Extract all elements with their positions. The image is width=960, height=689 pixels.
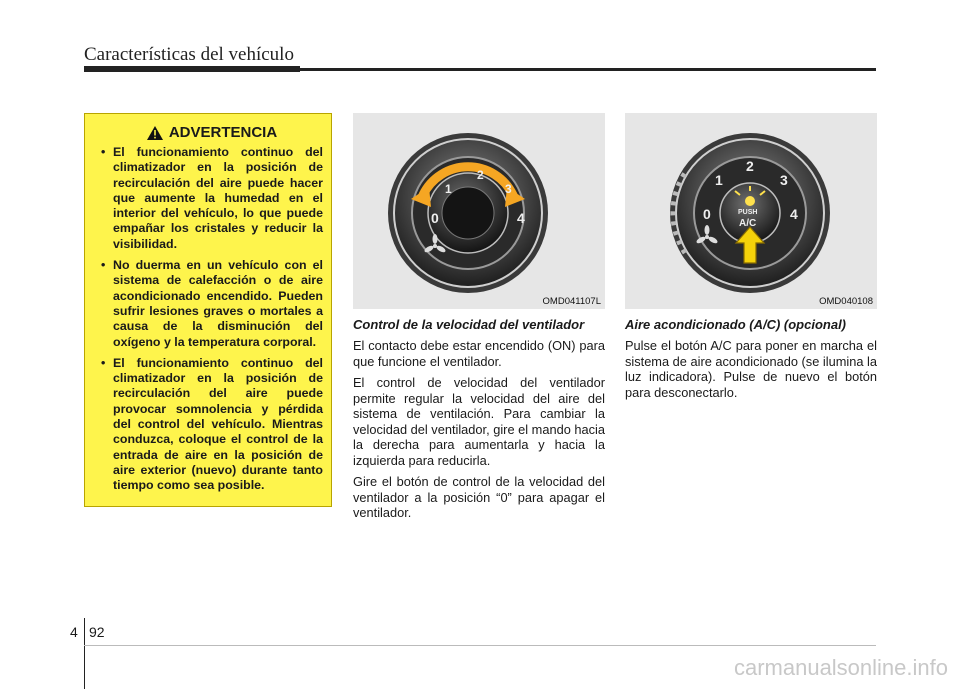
page-number: 92 bbox=[89, 624, 105, 640]
paragraph: Gire el botón de control de la velocidad del ventilador a la posición “0” para apagar el ventilador. bbox=[353, 474, 605, 520]
fan-label-1: 1 bbox=[445, 182, 452, 196]
ac-label-4: 4 bbox=[790, 206, 798, 222]
figure-code: OMD040108 bbox=[819, 296, 873, 307]
fan-label-4: 4 bbox=[517, 210, 525, 226]
page-section-number: 4 bbox=[70, 624, 78, 640]
warning-box bbox=[84, 113, 332, 507]
warning-triangle-icon bbox=[147, 126, 163, 140]
ac-label-0: 0 bbox=[703, 206, 711, 222]
ac-push-label: PUSH bbox=[738, 209, 758, 216]
watermark: carmanualsonline.info bbox=[733, 655, 948, 680]
fan-label-0: 0 bbox=[431, 210, 439, 226]
warning-item: • El funcionamiento continuo del climatizador en la posición de recirculación del aire puede hacer que aumente la humedad en el interior del vehículo, lo que puede empañar los cristales y reducir la visibilidad. bbox=[95, 145, 323, 252]
page-header-title: Características del vehículo bbox=[84, 44, 294, 65]
warning-heading bbox=[101, 124, 323, 141]
fan-control-figure bbox=[353, 113, 605, 309]
ac-label-2: 2 bbox=[746, 158, 754, 174]
section-title: Aire acondicionado (A/C) (opcional) bbox=[625, 317, 847, 332]
warning-list bbox=[95, 145, 323, 494]
warning-item: • El funcionamiento continuo del climatizador en la posición de recirculación del aire puede provocar somnolencia y pérdida del control del vehículo. Mientras conduzca, coloque el control de la entrada de aire en la posición de aire exterior (nuevo) durante tanto tiempo como sea posible. bbox=[95, 356, 323, 494]
ac-label-1: 1 bbox=[715, 172, 723, 188]
ac-knob-illustration bbox=[625, 113, 877, 309]
fan-speed-section bbox=[353, 317, 605, 527]
header-rule bbox=[84, 68, 876, 71]
figure-code: OMD041107L bbox=[542, 296, 601, 307]
paragraph: El control de velocidad del ventilador permite regular la velocidad del aire del sistema de ventilación. Para cambiar la velocidad del ventilador, gire el mando hacia la derecha para aumentarla y hacia la izquierda para reducirla. bbox=[353, 375, 605, 468]
section-title: Control de la velocidad del ventilador bbox=[353, 317, 585, 332]
paragraph: El contacto debe estar encendido (ON) para que funcione el ventilador. bbox=[353, 338, 605, 369]
ac-section bbox=[625, 317, 877, 406]
fan-label-2: 2 bbox=[477, 168, 484, 182]
warning-item: • No duerma en un vehículo con el sistema de calefacción o de aire acondicionado encendido. Pueden sufrir lesiones graves o mortales a causa de la disminución del oxígeno y la temperatura corporal. bbox=[95, 258, 323, 350]
paragraph: Pulse el botón A/C para poner en marcha el sistema de aire acondicionado (se ilumina la luz indicadora). Pulse de nuevo el botón para desconectarlo. bbox=[625, 338, 877, 400]
footer-divider bbox=[84, 618, 85, 689]
ac-label-3: 3 bbox=[780, 172, 788, 188]
footer-rule bbox=[84, 645, 876, 646]
fan-label-3: 3 bbox=[505, 182, 512, 196]
ac-control-figure bbox=[625, 113, 877, 309]
fan-knob-illustration bbox=[353, 113, 605, 309]
warning-title: ADVERTENCIA bbox=[168, 124, 278, 141]
ac-button-label: A/C bbox=[739, 218, 757, 229]
